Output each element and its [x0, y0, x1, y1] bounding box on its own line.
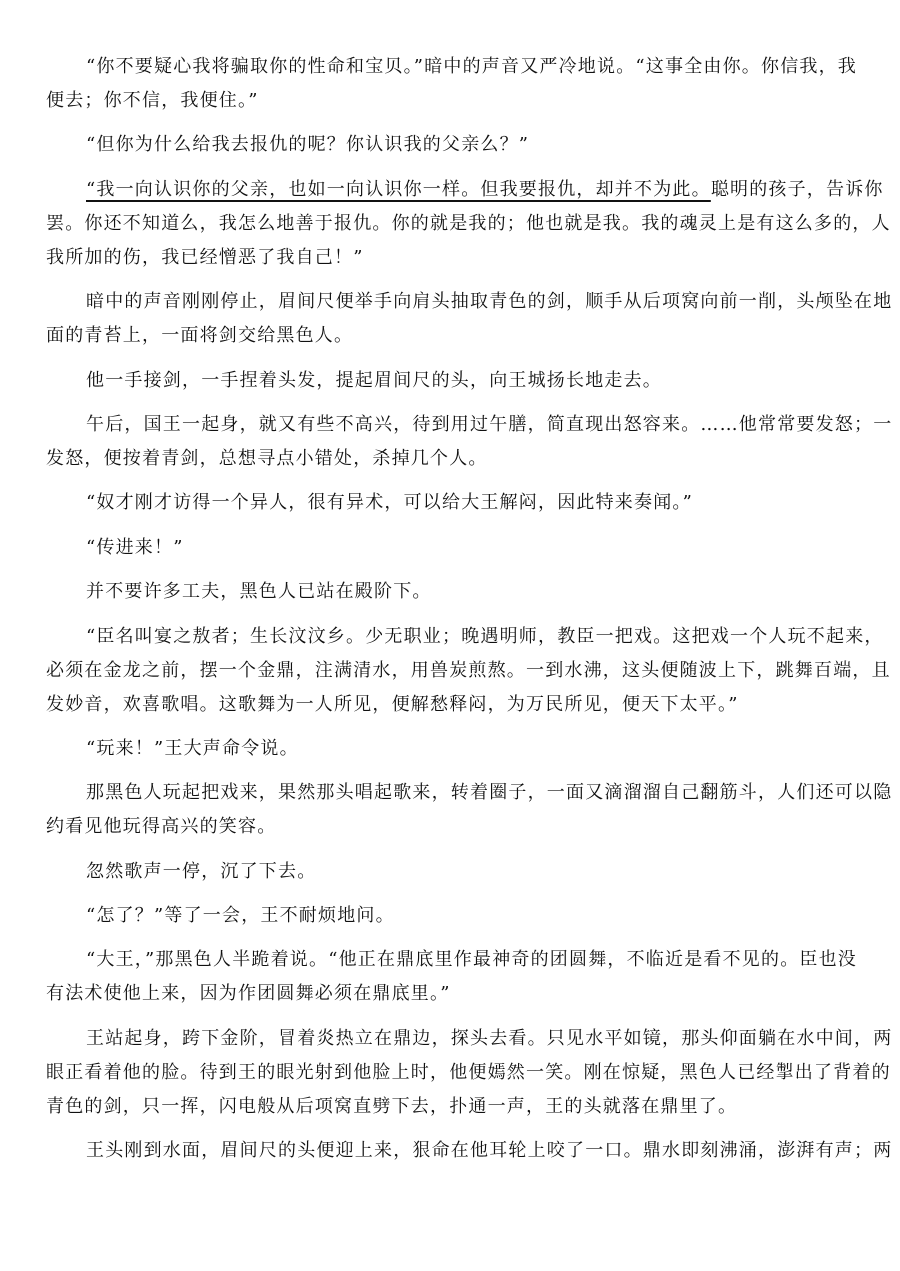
text-line: 那黑色人玩起把戏来，果然那头唱起歌来，转着圈子，一面又滴溜溜自己翻筋斗，人们还可以隐	[86, 782, 893, 804]
text-line: 便去；你不信，我便住。”	[46, 90, 259, 111]
text-line: 发怒，便按着青剑，总想寻点小错处，杀掉几个人。	[46, 447, 488, 469]
text-line: 发妙音，欢喜歌唱。这歌舞为一人所见，便解愁释闷，为万民所见，便天下太平。”	[46, 693, 739, 715]
text-line: 王头刚到水面，眉间尺的头便迎上来，狠命在他耳轮上咬了一口。鼎水即刻沸涌，澎湃有声；两	[86, 1140, 893, 1162]
text-line: 有法术使他上来，因为作团圆舞必须在鼎底里。”	[46, 983, 451, 1005]
text-line: “奴才刚才访得一个异人，很有异术，可以给大王解闷，因此特来奏闻。”	[86, 492, 694, 514]
text-line: “传进来！”	[86, 536, 184, 558]
text-line: 眼正看着他的脸。待到王的眼光射到他脸上时，他便嫣然一笑。刚在惊疑，黑色人已经掣出了背着的	[46, 1061, 891, 1083]
paragraph	[46, 285, 893, 353]
text-line: 约看见他玩得高兴的笑容。	[46, 816, 277, 838]
paragraph	[86, 486, 854, 520]
text-line: “但你为什么给我去报仇的呢？你认识我的父亲么？”	[86, 134, 530, 156]
paragraph	[86, 732, 854, 766]
paragraph	[46, 943, 858, 1011]
paragraph	[46, 620, 891, 722]
text-line: 罢。你还不知道么，我怎么地善于报仇。你的就是我的；他也就是我。我的魂灵上是有这么多的，人	[46, 212, 891, 234]
paragraph	[46, 1022, 893, 1124]
text-line: 我所加的伤，我已经憎恶了我自己！”	[46, 246, 364, 268]
paragraph	[46, 173, 891, 275]
text-line: “臣名叫宴之敖者；生长汶汶乡。少无职业；晚遇明师，教臣一把戏。这把戏一个人玩不起来，	[86, 625, 884, 647]
text-line: “玩来！”王大声命令说。	[86, 737, 299, 759]
text-line	[86, 173, 884, 207]
paragraph	[46, 776, 893, 844]
paragraph	[86, 531, 854, 565]
paragraph	[46, 408, 893, 476]
text-line: 必须在金龙之前，摆一个金鼎，注满清水，用兽炭煎熬。一到水沸，这头便随波上下，跳舞百端，且	[46, 659, 891, 681]
paragraph	[86, 575, 854, 609]
paragraph	[86, 128, 854, 162]
text-line: 忽然歌声一停，沉了下去。	[86, 860, 317, 882]
text-line: 青色的剑，只一挥，闪电般从后项窝直劈下去，扑通一声，王的头就落在鼎里了。	[46, 1095, 738, 1117]
text-line: 王站起身，跨下金阶，冒着炎热立在鼎边，探头去看。只见水平如镜，那头仰面躺在水中间，两	[86, 1027, 893, 1049]
text-line: 暗中的声音刚刚停止，眉间尺便举手向肩头抽取青色的剑，顺手从后项窝向前一削，头颅坠在地	[86, 291, 893, 313]
text-line: 他一手接剑，一手捏着头发，提起眉间尺的头，向王城扬长地走去。	[86, 369, 662, 391]
text-line: “大王，”那黑色人半跪着说。“他正在鼎底里作最神奇的团圆舞，不临近是看不见的。臣也没	[86, 949, 858, 971]
text-line: “你不要疑心我将骗取你的性命和宝贝。”暗中的声音又严冷地说。“这事全由你。你信我，我	[86, 56, 858, 77]
text-line: “怎了？”等了一会，王不耐烦地问。	[86, 905, 395, 927]
text-line: 并不要许多工夫，黑色人已站在殿阶下。	[86, 581, 432, 603]
underlined-text: “我一向认识你的父亲，也如一向认识你一样。但我要报仇，却并不为此。	[86, 178, 711, 200]
paragraph	[46, 50, 858, 118]
paragraph	[86, 364, 854, 398]
paragraph	[86, 855, 854, 889]
paragraph	[86, 1134, 893, 1168]
text-line: 午后，国王一起身，就又有些不高兴，待到用过午膳，简直现出怒容来。……他常常要发怒；一	[86, 413, 893, 435]
paragraph	[86, 899, 854, 933]
text-span: 聪明的孩子，告诉你	[710, 178, 884, 200]
text-line: 面的青苔上，一面将剑交给黑色人。	[46, 325, 354, 347]
